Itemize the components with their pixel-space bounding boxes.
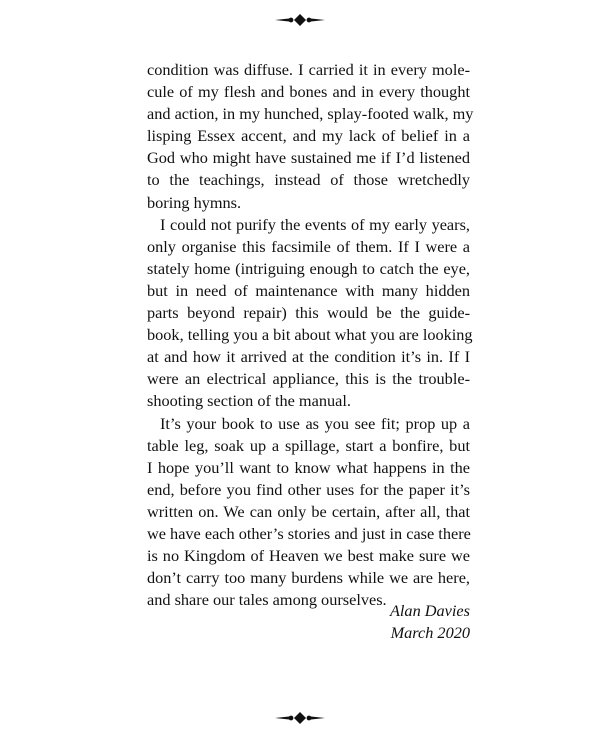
bottom-ornament-icon (275, 711, 325, 725)
text-line: table leg, soak up a spillage, start a bonfire, but (147, 435, 470, 455)
text-line: boring hymns. (147, 192, 242, 212)
text-line: don’t carry too many burdens while we are here, (147, 568, 470, 588)
text-line: God who might have sustained me if I’d listened (147, 148, 470, 168)
paragraph-3 (147, 413, 470, 612)
text-line: lisping Essex accent, and my lack of belief in a (147, 126, 470, 146)
text-line: is no Kingdom of Heaven we best make sure we (147, 546, 470, 566)
signature-date: March 2020 (390, 623, 470, 642)
text-line: at and how it arrived at the condition it’s in. If I (147, 347, 470, 367)
paragraph-1 (147, 59, 474, 214)
author-name: Alan Davies (389, 601, 470, 620)
text-line: stately home (intriguing enough to catch the eye, (147, 258, 470, 278)
body-text (147, 59, 474, 611)
text-line: and action, in my hunched, splay-footed walk, my (147, 104, 474, 124)
text-line: shooting section of the manual. (147, 391, 351, 411)
top-ornament-icon (275, 13, 325, 27)
text-line: end, before you find other uses for the paper it’s (147, 479, 470, 499)
paragraph-2 (147, 214, 473, 413)
text-line: and share our tales among ourselves. (147, 590, 387, 610)
text-line: I could not purify the events of my early years, (160, 214, 470, 234)
text-line: to the teachings, instead of those wretchedly (147, 170, 470, 190)
text-line: parts beyond repair) this would be the guide- (147, 303, 470, 323)
text-line: condition was diffuse. I carried it in every mole- (147, 60, 470, 79)
text-line: I hope you’ll want to know what happens in the (147, 457, 470, 477)
text-line: only organise this facsimile of them. If I were a (147, 236, 470, 256)
text-line: book, telling you a bit about what you are looking (147, 325, 473, 345)
text-line: It’s your book to use as you see fit; prop up a (160, 413, 470, 433)
text-line: but in need of maintenance with many hidden (147, 280, 470, 300)
text-line: written on. We can only be certain, after all, that (147, 501, 470, 521)
signature-block (390, 600, 470, 644)
text-line: we have each other’s stories and just in case there (147, 523, 471, 543)
text-line: cule of my flesh and bones and in every thought (147, 82, 470, 102)
text-line: were an electrical appliance, this is the trouble- (147, 369, 470, 389)
